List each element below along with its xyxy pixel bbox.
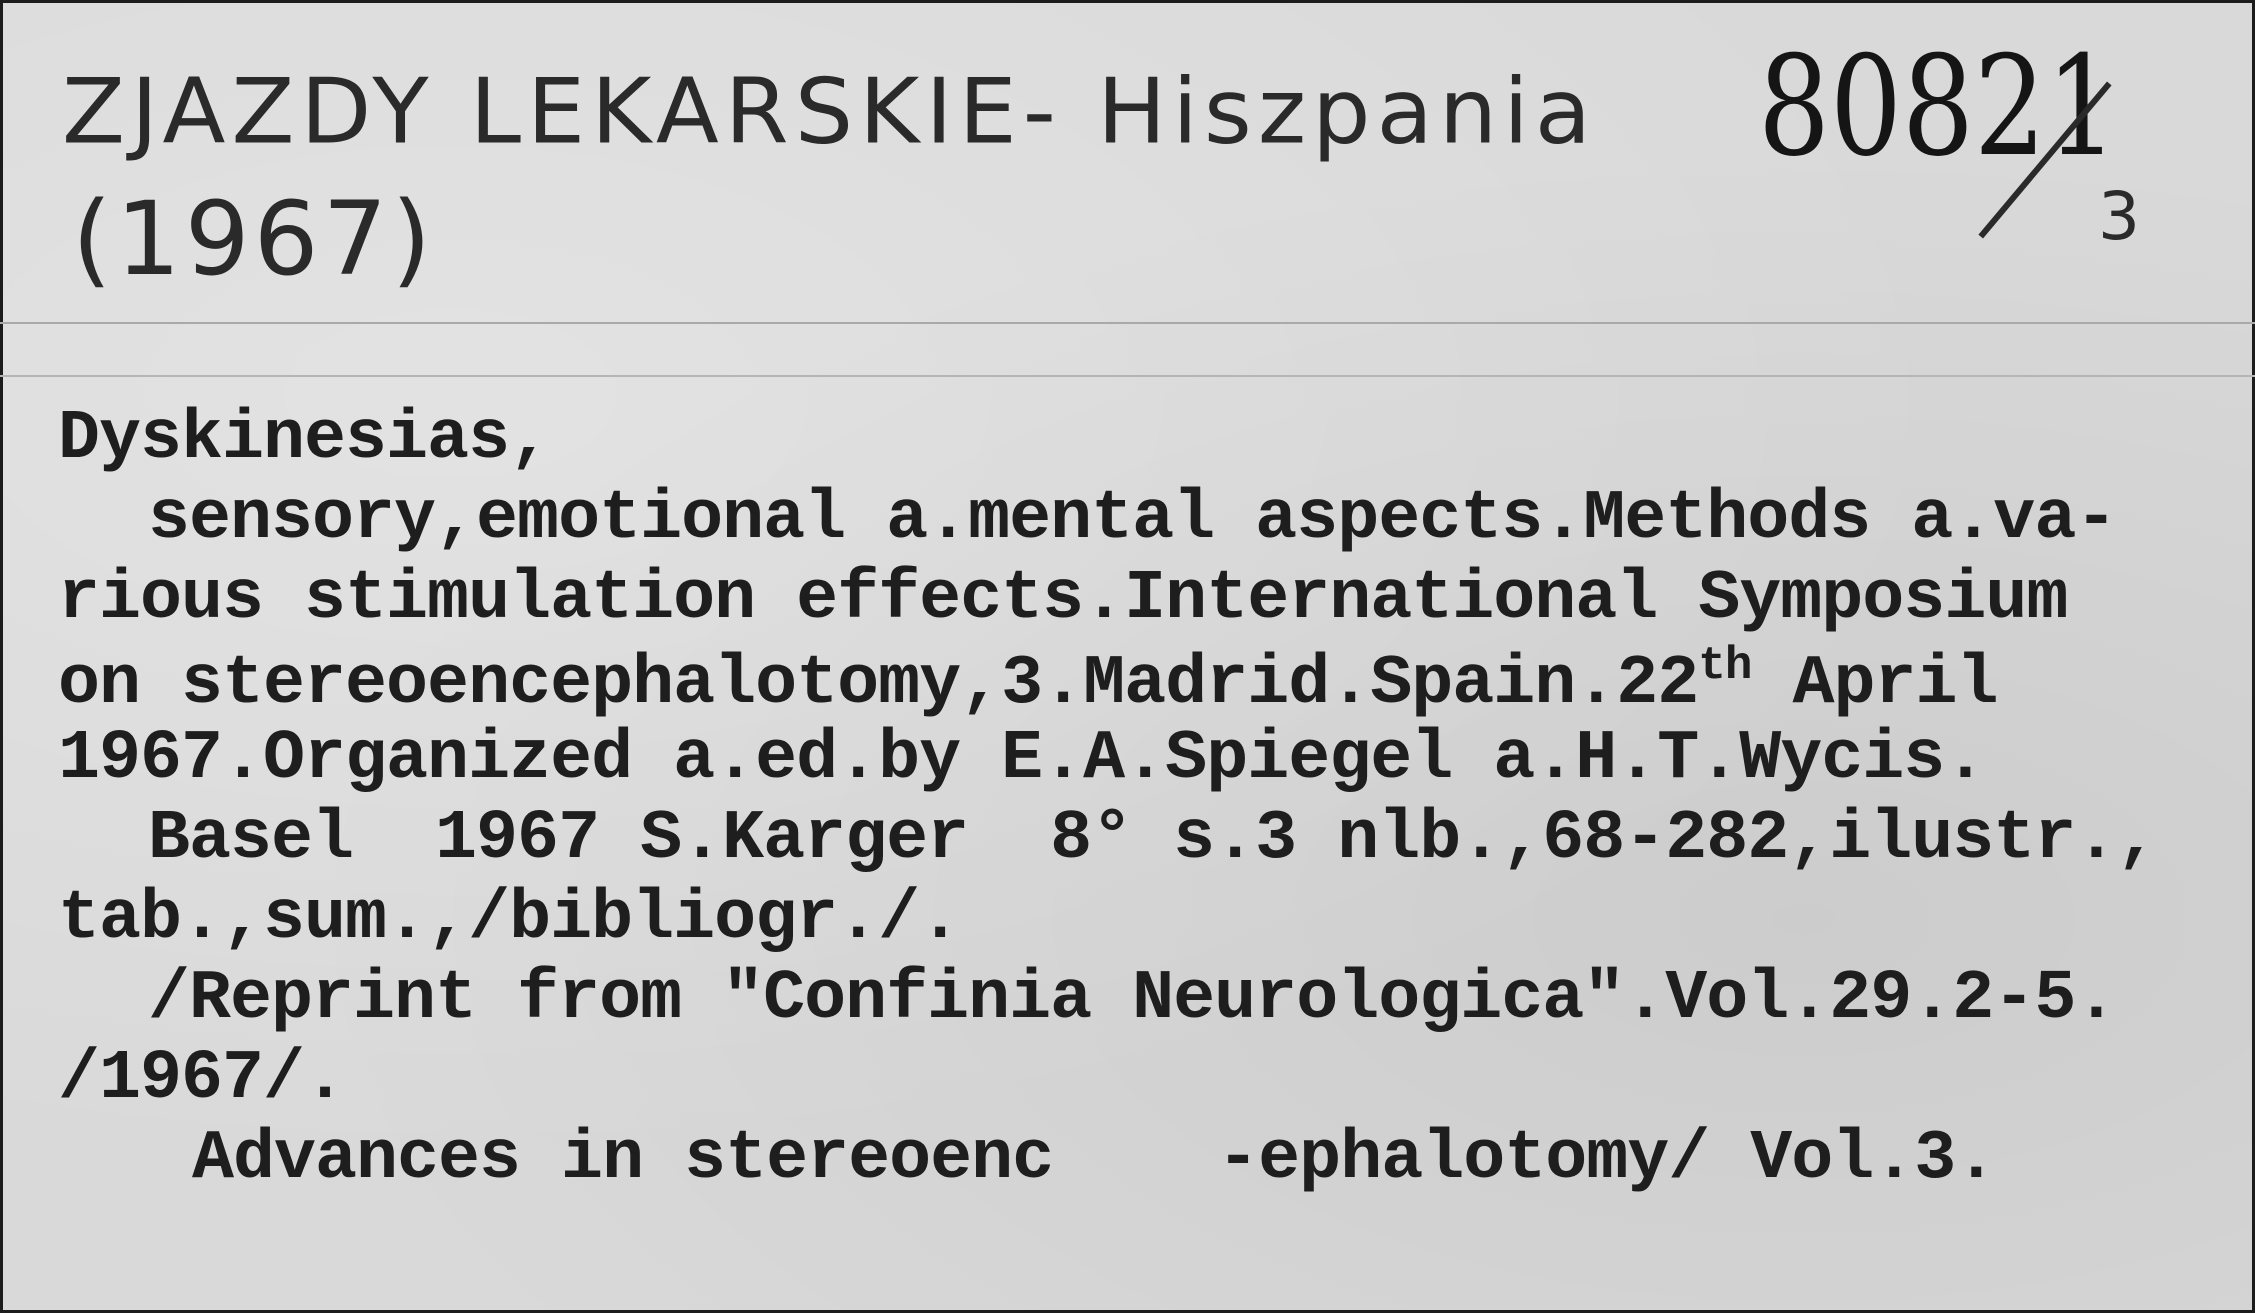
reprint-line: /Reprint from "Confinia Neurologica".Vol.29.2-5. [148,960,2117,1039]
text-segment: April [1751,645,1998,724]
series-line: Advances in stereoenc -ephalotomy/ Vol.3. [192,1120,1997,1199]
card-ruled-line [0,322,2255,324]
card-ruled-line [0,375,2255,377]
card-heading-year: (1967) [72,180,436,299]
text-segment: on stereoencephalotomy,3.Madrid.Spain.22 [58,645,1699,724]
text-line: sensory,emotional a.mental aspects.Methods a.va- [148,480,2117,559]
accession-number: 80821 [1758,26,2118,187]
text-line: 1967.Organized a.ed.by E.A.Spiegel a.H.T.Wycis. [58,720,1986,799]
accession-part: 3 [2098,178,2140,255]
text-line: rious stimulation effects.International Symposium [58,560,2068,639]
text-line [58,640,1998,724]
text-line: tab.,sum.,/bibliogr./. [58,880,961,959]
imprint-line: Basel 1967 S.Karger 8° s.3 nlb.,68-282,ilustr., [148,800,2158,879]
subject-line: Dyskinesias, [58,400,551,479]
text-line: /1967/. [58,1040,346,1119]
ordinal-suffix: th [1698,640,1752,692]
card-heading: ZJAZDY LEKARSKIE- Hiszpania [62,59,1598,164]
